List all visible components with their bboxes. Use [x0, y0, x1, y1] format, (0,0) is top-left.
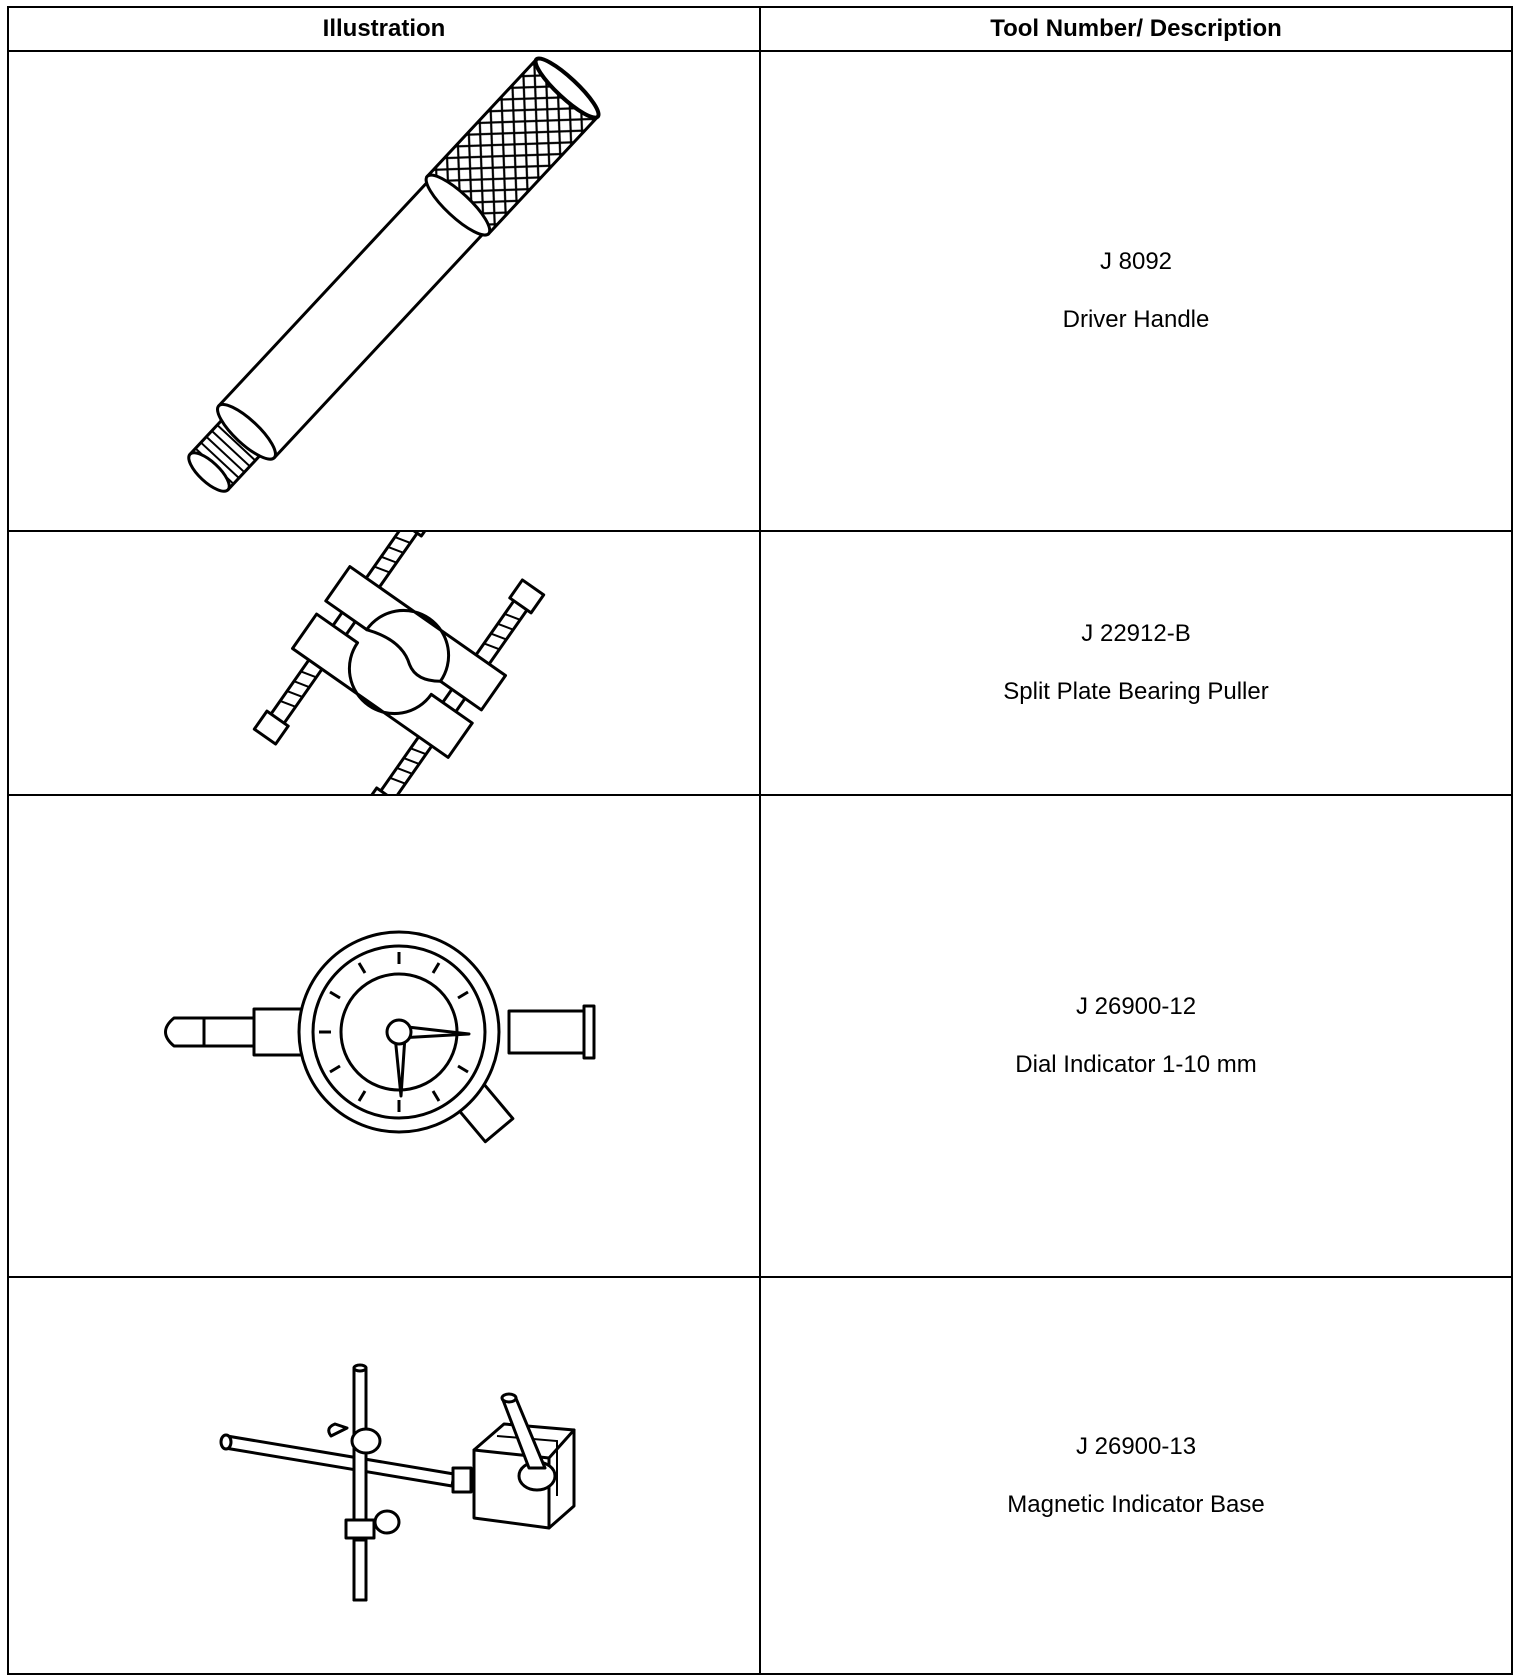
illustration-cell: [8, 51, 760, 531]
dial-indicator-icon: [9, 796, 776, 1276]
description-cell: [760, 531, 1512, 795]
table-row: [8, 1277, 1512, 1674]
header-illustration: Illustration: [8, 7, 760, 51]
tool-number: J 22912-B: [1081, 620, 1191, 647]
illustration-cell: [8, 1277, 760, 1674]
illustration-cell: [8, 795, 760, 1277]
illustration-cell: [8, 531, 760, 795]
header-description: Tool Number/ Description: [760, 7, 1512, 51]
tool-description: Driver Handle: [1062, 306, 1210, 333]
split-plate-bearing-puller-icon: [9, 532, 776, 794]
tool-description: Split Plate Bearing Puller: [1003, 678, 1269, 705]
tool-number: J 26900-12: [1075, 993, 1197, 1020]
table-row: [8, 51, 1512, 531]
tool-table: [7, 6, 1513, 1675]
driver-handle-icon: [9, 52, 776, 530]
header-row: [8, 7, 1512, 51]
table-row: [8, 795, 1512, 1277]
description-cell: [760, 795, 1512, 1277]
magnetic-indicator-base-icon: [9, 1278, 776, 1673]
description-cell: [760, 51, 1512, 531]
tool-number: J 26900-13: [1075, 1432, 1197, 1460]
tool-number: J 8092: [1099, 248, 1173, 275]
table-row: [8, 531, 1512, 795]
tool-description: Magnetic Indicator Base: [1007, 1490, 1265, 1518]
tool-description: Dial Indicator 1-10 mm: [1015, 1051, 1257, 1078]
description-cell: [760, 1277, 1512, 1674]
